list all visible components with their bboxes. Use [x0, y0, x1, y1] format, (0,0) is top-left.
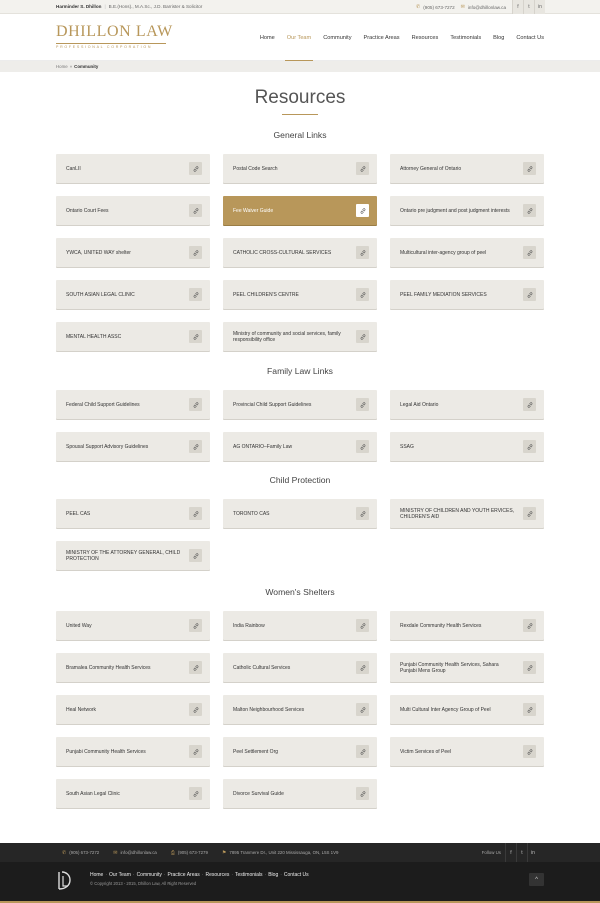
link-icon[interactable] [189, 703, 202, 716]
footer-phone-text: (905) 673-7272 [69, 850, 100, 855]
link-icon[interactable] [523, 162, 536, 175]
resource-link-label: Ontario pre judgment and post judgment interests [400, 207, 510, 214]
resource-link-label: Postal Code Search [233, 165, 278, 172]
link-icon[interactable] [189, 398, 202, 411]
resource-link-card[interactable] [56, 432, 210, 461]
link-icon[interactable] [189, 787, 202, 800]
link-icon[interactable] [189, 440, 202, 453]
link-icon[interactable] [356, 703, 369, 716]
resource-link-label: PEEL CHILDREN'S CENTRE [233, 291, 299, 298]
fax-icon: ⎙ [170, 849, 175, 856]
resource-link-label: Spousal Support Advisory Guidelines [66, 443, 149, 450]
resource-link-card[interactable] [223, 611, 377, 640]
link-icon[interactable] [523, 440, 536, 453]
resource-link-label: Legal Aid Ontario [400, 401, 439, 408]
link-icon[interactable] [523, 703, 536, 716]
resource-link-card[interactable] [56, 238, 210, 267]
link-icon[interactable] [356, 330, 369, 343]
link-icon[interactable] [356, 440, 369, 453]
section-title: Child Protection [269, 475, 331, 485]
facebook-icon[interactable]: f [512, 0, 523, 14]
link-icon[interactable] [523, 288, 536, 301]
resource-link-label: Provincial Child Support Guidelines [233, 401, 312, 408]
resource-link-card[interactable] [223, 322, 377, 351]
link-icon[interactable] [189, 330, 202, 343]
link-icon[interactable] [189, 661, 202, 674]
resource-link-label: CanLII [66, 165, 81, 172]
link-icon[interactable] [523, 619, 536, 632]
resource-link-card[interactable] [223, 737, 377, 766]
footer-fax [171, 850, 208, 856]
nav-resources[interactable]: Resources [411, 34, 439, 41]
resource-link-card[interactable] [56, 154, 210, 183]
resource-link-card[interactable] [56, 499, 210, 528]
link-icon[interactable] [523, 246, 536, 259]
attorney-credentials: B.E.(Hons)., M.A.Sc., J.D. Barrister & Solicitor [108, 4, 203, 9]
resource-link-label: United Way [66, 622, 92, 629]
resource-link-label: PEEL FAMILY MEDIATION SERVICES [400, 291, 487, 298]
top-phone[interactable] [416, 4, 455, 10]
footer-nav-testimonials[interactable]: Testimonials [235, 872, 263, 878]
resource-link-card[interactable] [223, 653, 377, 682]
resource-link-label: TORONTO CAS [233, 510, 270, 517]
resource-link-label: Ontario Court Fees [66, 207, 109, 214]
resource-link-card[interactable] [223, 280, 377, 309]
resource-link-label: YWCA, UNITED WAY shelter [66, 249, 131, 256]
resource-link-card[interactable] [223, 499, 377, 528]
resource-link-card[interactable] [56, 541, 210, 570]
resource-link-label: PEEL CAS [66, 510, 91, 517]
resource-link-label: MINISTRY OF THE ATTORNEY GENERAL, CHILD PROTECTION [66, 549, 181, 562]
resource-link-card[interactable] [390, 611, 544, 640]
resource-link-card[interactable] [223, 196, 377, 225]
nav-blog[interactable]: Blog [493, 34, 505, 41]
resource-link-label: Punjabi Community Health Services, Sahara Punjabi Mens Group [400, 661, 499, 674]
resource-link-label: Rexdale Community Health Services [400, 622, 482, 629]
section-title: General Links [273, 130, 327, 140]
link-icon[interactable] [523, 398, 536, 411]
link-icon[interactable] [189, 745, 202, 758]
resource-link-card[interactable] [56, 737, 210, 766]
nav-contact-us[interactable]: Contact Us [516, 34, 544, 41]
link-icon[interactable] [189, 204, 202, 217]
resource-link-label: MENTAL HEALTH ASSC [66, 333, 122, 340]
top-email[interactable] [461, 4, 506, 10]
nav-our-team[interactable]: Our Team [287, 14, 311, 61]
resource-link-card[interactable] [56, 322, 210, 351]
footer-nav-community[interactable]: Community [136, 872, 162, 878]
resource-link-label: Attorney General of Ontario [400, 165, 462, 172]
footer-fax-text: (905) 673-7279 [177, 850, 208, 855]
footer-address [222, 850, 339, 856]
copyright: © Copyright 2013 - 2015, Dhillon Law, All Right Reserved [90, 881, 197, 886]
top-email-text: info@dhillonlaw.ca [467, 4, 506, 10]
linkedin-icon[interactable]: in [534, 0, 545, 14]
footer-nav-practice-areas[interactable]: Practice Areas [167, 872, 200, 878]
footer-logo-icon[interactable] [56, 870, 74, 892]
resource-link-label: CATHOLIC CROSS-CULTURAL SERVICES [233, 249, 332, 256]
link-icon[interactable] [523, 745, 536, 758]
resource-link-card[interactable] [390, 280, 544, 309]
main-nav [248, 14, 544, 61]
link-icon[interactable] [189, 162, 202, 175]
logo-subtitle: PROFESSIONAL CORPORATION [56, 43, 166, 49]
link-icon[interactable] [523, 661, 536, 674]
footer-nav-contact-us[interactable]: Contact Us [283, 872, 309, 878]
footer-email[interactable] [113, 850, 157, 856]
resource-link-label: Fee Waiver Guide [233, 207, 274, 214]
resource-link-card[interactable] [223, 238, 377, 267]
resource-link-label: South Asian Legal Clinic [66, 790, 120, 797]
resource-link-label: Victim Services of Peel [400, 748, 452, 755]
resource-link-card[interactable] [56, 390, 210, 419]
map-pin-icon: ⚑ [221, 849, 227, 856]
resource-link-label: India Rainbow [233, 622, 265, 629]
resource-link-card[interactable] [56, 196, 210, 225]
attorney-info: Harminder S. Dhillon | B.E.(Hons)., M.A.Sc., J.D. Barrister & Solicitor [56, 4, 203, 9]
linkedin-icon[interactable]: in [527, 843, 538, 862]
top-phone-text: (905) 673-7272 [423, 4, 455, 10]
resource-link-card[interactable] [223, 695, 377, 724]
resource-link-label: Punjabi Community Health Services [66, 748, 146, 755]
resource-link-card[interactable] [223, 779, 377, 808]
link-icon[interactable] [356, 246, 369, 259]
nav-home[interactable]: Home [259, 34, 275, 41]
resource-link-label: Catholic Cultural Services [233, 664, 291, 671]
resource-link-label: Heal Network [66, 706, 97, 713]
breadcrumb: Home » Community [0, 61, 600, 72]
mail-icon: ✉ [113, 849, 118, 856]
resource-link-card[interactable] [390, 737, 544, 766]
footer-nav: Home · Our Team · Community · Practice Areas · Resources · Testimonials · Blog · Contact Us [90, 872, 309, 878]
resource-link-label: Ministry of community and social services, family responsibility office [233, 330, 341, 343]
nav-community[interactable]: Community [323, 34, 352, 41]
resource-link-card[interactable] [390, 499, 544, 528]
site-header [0, 14, 600, 61]
section-title: Family Law Links [267, 366, 333, 376]
resource-link-label: Multi Cultural Inter Agency Group of Peel [400, 706, 491, 713]
resource-link-card[interactable] [56, 280, 210, 309]
resource-link-card[interactable] [223, 154, 377, 183]
nav-practice-areas[interactable]: Practice Areas [363, 34, 400, 41]
logo-title: DHILLON LAW [56, 23, 173, 40]
resource-link-label: Federal Child Support Guidelines [66, 401, 140, 408]
nav-testimonials[interactable]: Testimonials [450, 34, 482, 41]
footer-nav-blog[interactable]: Blog [268, 872, 279, 878]
link-icon[interactable] [523, 204, 536, 217]
link-icon[interactable] [356, 619, 369, 632]
footer-address-text: 7895 Tranmere Dr., Unit 220 Mississauga, ON, L5S 1V9 [229, 850, 339, 855]
link-icon[interactable] [356, 661, 369, 674]
page-title: Resources [254, 87, 346, 108]
resource-link-label: Multicultural inter-agency group of peel [400, 249, 487, 256]
resource-link-card[interactable] [56, 611, 210, 640]
link-icon[interactable] [523, 507, 536, 520]
resource-link-card[interactable] [56, 779, 210, 808]
footer-nav-resources[interactable]: Resources [205, 872, 230, 878]
resource-link-label: Divorce Survival Guide [233, 790, 284, 797]
footer-main [0, 862, 600, 903]
link-icon[interactable] [189, 246, 202, 259]
resource-link-label: Malton Neighbourhood Services [233, 706, 305, 713]
link-icon[interactable] [356, 787, 369, 800]
resource-link-label: Bramalea Community Health Services [66, 664, 151, 671]
footer-contact-bar [0, 843, 600, 862]
resource-link-label: MINISTRY OF CHILDREN AND YOUTH ERVICES, CHILDREN'S AID [400, 507, 515, 520]
resource-link-card[interactable] [390, 695, 544, 724]
footer-phone[interactable] [62, 850, 99, 856]
footer-nav-home[interactable]: Home [90, 872, 104, 878]
resource-link-card[interactable] [390, 196, 544, 225]
resource-link-card[interactable] [390, 653, 544, 682]
twitter-icon[interactable]: t [516, 843, 527, 862]
site-logo[interactable] [56, 24, 173, 49]
footer-email-text: info@dhillonlaw.ca [120, 850, 157, 855]
phone-icon: ✆ [416, 4, 421, 10]
resource-link-card[interactable] [223, 390, 377, 419]
resource-link-card[interactable] [390, 390, 544, 419]
link-icon[interactable] [189, 549, 202, 562]
link-icon[interactable] [189, 288, 202, 301]
link-icon[interactable] [189, 507, 202, 520]
link-icon[interactable] [356, 288, 369, 301]
link-icon[interactable] [189, 619, 202, 632]
resource-link-card[interactable] [56, 695, 210, 724]
resource-link-card[interactable] [390, 154, 544, 183]
follow-us-label: Follow Us [481, 850, 501, 855]
resource-link-label: SOUTH ASIAN LEGAL CLINIC [66, 291, 135, 298]
twitter-icon[interactable]: t [523, 0, 534, 14]
section-title: Women's Shelters [265, 587, 335, 597]
link-icon[interactable] [356, 507, 369, 520]
resource-link-label: AG ONTARIO–Family Law [233, 443, 293, 450]
mail-icon: ✉ [460, 4, 465, 10]
phone-icon: ✆ [62, 849, 67, 856]
resource-link-card[interactable] [390, 238, 544, 267]
breadcrumb-home[interactable]: Home [56, 64, 68, 69]
resource-link-label: Peel Settlement Org [233, 748, 279, 755]
link-icon[interactable] [356, 204, 369, 217]
resource-link-label: SSAG [400, 443, 414, 450]
scroll-to-top-button[interactable]: ^ [529, 873, 544, 886]
resource-link-card[interactable] [223, 432, 377, 461]
attorney-name: Harminder S. Dhillon [56, 4, 102, 9]
link-icon[interactable] [356, 398, 369, 411]
link-icon[interactable] [356, 745, 369, 758]
title-divider [282, 114, 318, 115]
breadcrumb-current: Community [74, 64, 99, 69]
top-bar [0, 0, 600, 14]
link-icon[interactable] [356, 162, 369, 175]
footer-nav-our-team[interactable]: Our Team [109, 872, 131, 878]
resource-link-card[interactable] [56, 653, 210, 682]
resource-link-card[interactable] [390, 432, 544, 461]
facebook-icon[interactable]: f [505, 843, 516, 862]
